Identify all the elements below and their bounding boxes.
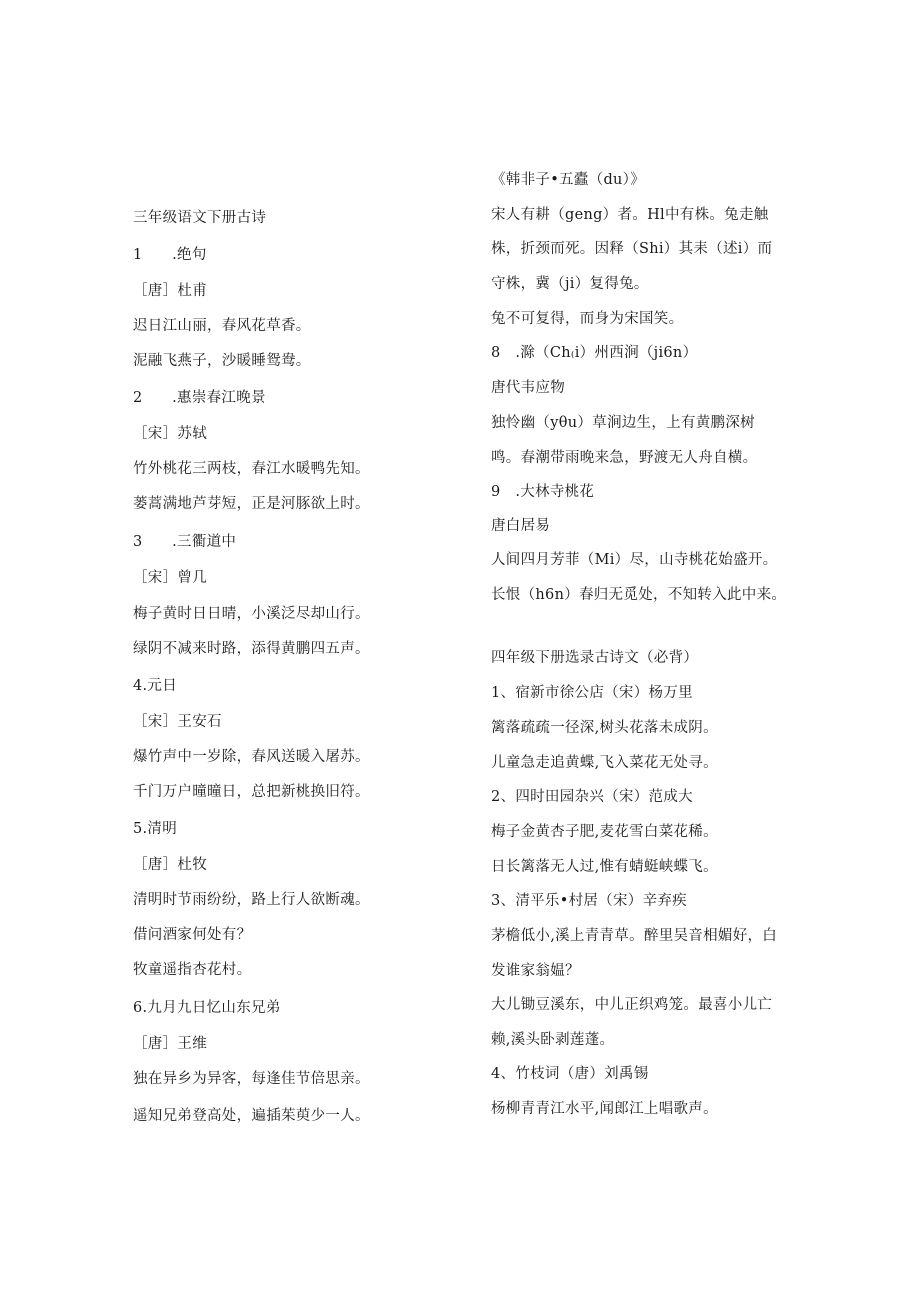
poem-heading: 8 .滁（Ch₍i）州西涧（ji6n） <box>491 345 698 361</box>
poem-line: 竹外桃花三两枝，春江水暖鸭先知。 <box>133 461 370 477</box>
poem-author: ［宋］王安石 <box>133 714 222 730</box>
poem-line: 泥融飞燕子，沙暖睡鸳鸯。 <box>133 353 311 369</box>
poem-line: 杨柳青青江水平,闻郎江上唱歌声。 <box>491 1101 718 1117</box>
prose-line: 守株，冀（ji）复得兔。 <box>491 276 649 292</box>
poem-line: 篱落疏疏一径深,树头花落未成阴。 <box>491 720 718 736</box>
poem-line: 大儿锄豆溪东，中儿正织鸡笼。最喜小儿亡 <box>491 997 773 1013</box>
poem-author: ［唐］王维 <box>133 1036 207 1052</box>
prose-line: 兔不可复得，而身为宋国笑。 <box>491 311 684 327</box>
poem-line: 借问酒家何处有？ <box>133 927 252 943</box>
poem-heading: 2 .惠崇春江晚景 <box>133 390 266 406</box>
poem-line: 蒌蒿满地芦芽短，正是河豚欲上时。 <box>133 496 370 512</box>
poem-line: 牧童遥指杏花村。 <box>133 962 252 978</box>
poem-line: 清明时节雨纷纷，路上行人欲断魂。 <box>133 892 370 908</box>
prose-line: 株，折颈而死。因释（Shi）其耒（述i）而 <box>491 241 773 257</box>
poem-heading: 2、四时田园杂兴（宋）范成大 <box>491 789 693 805</box>
poem-heading: 4.元日 <box>133 678 178 694</box>
poem-heading: 3 .三衢道中 <box>133 534 237 550</box>
poem-line: 梅子金黄杏子肥,麦花雪白菜花稀。 <box>491 824 718 840</box>
poem-line: 千门万户曈曈日，总把新桃换旧符。 <box>133 784 370 800</box>
page-title: 三年级语文下册古诗 <box>133 210 267 226</box>
poem-line: 独在异乡为异客，每逢佳节倍思亲。 <box>133 1071 370 1087</box>
poem-line: 长恨（h6n）春归无觅处，不知转入此中来。 <box>491 587 787 603</box>
poem-heading: 1、宿新市徐公店（宋）杨万里 <box>491 685 693 701</box>
poem-heading: 6.九月九日忆山东兄弟 <box>133 1000 281 1016</box>
poem-author: 唐代韦应物 <box>491 380 565 396</box>
poem-line: 独怜幽（yθu）草涧边生，上有黄鹏深树 <box>491 415 755 431</box>
poem-author: ［宋］曾几 <box>133 570 207 586</box>
poem-line: 茅檐低小,溪上青青草。醉里吴音相媚好，白 <box>491 928 778 944</box>
poem-heading: 3、清平乐•村居（宋）辛弃疾 <box>491 893 687 909</box>
text-source-heading: 《韩非子•五蠹（du）》 <box>491 172 646 188</box>
poem-heading: 9 .大林寺桃花 <box>491 484 595 500</box>
poem-author: ［宋］苏轼 <box>133 426 207 442</box>
poem-line: 赖,溪头卧剥莲蓬。 <box>491 1032 615 1048</box>
poem-author: ［唐］杜牧 <box>133 857 207 873</box>
prose-line: 宋人有耕（geng）者。Hl中有株。兔走触 <box>491 207 769 223</box>
poem-line: 日长篱落无人过,惟有蜻蜓峡蝶飞。 <box>491 859 718 875</box>
poem-author: ［唐］杜甫 <box>133 283 207 299</box>
poem-line: 发谁家翁媪？ <box>491 963 580 979</box>
poem-heading: 5.清明 <box>133 821 178 837</box>
poem-line: 人间四月芳菲（Mi）尽，山寺桃花始盛开。 <box>491 552 778 568</box>
poem-heading: 1 .绝句 <box>133 247 207 263</box>
poem-line: 迟日江山丽，春风花草香。 <box>133 318 311 334</box>
section-title: 四年级下册选录古诗文（必背） <box>491 650 699 666</box>
poem-author: 唐白居易 <box>491 518 551 534</box>
poem-line-cut-off: 遥知兄弟登高处，遍插茱萸少一人。 <box>133 1108 370 1124</box>
poem-line: 儿童急走追黄蝶,飞入菜花无处寻。 <box>491 755 718 771</box>
poem-heading: 4、竹枝词（唐）刘禹锡 <box>491 1066 649 1082</box>
poem-line: 梅子黄时日日晴，小溪泛尽却山行。 <box>133 606 370 622</box>
poem-line: 爆竹声中一岁除，春风送暖入屠苏。 <box>133 749 370 765</box>
poem-line: 鸣。春潮带雨晚来急，野渡无人舟自横。 <box>491 450 758 466</box>
poem-line: 绿阴不减来时路，添得黄鹏四五声。 <box>133 641 370 657</box>
